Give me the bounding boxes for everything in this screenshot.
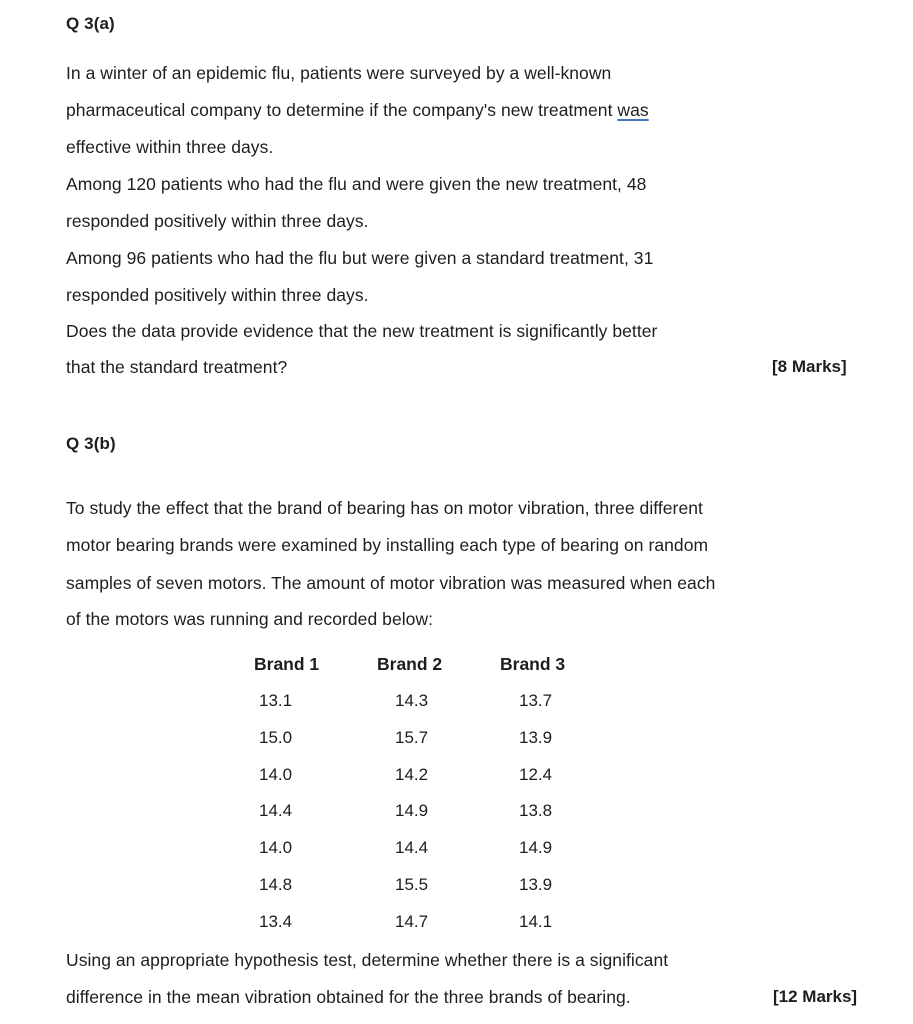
- q3a-text-line: [66, 100, 649, 121]
- q3a-text-line: Does the data provide evidence that the new treatment is significantly better: [66, 321, 658, 341]
- table-header-brand-3: Brand 3: [500, 654, 566, 674]
- table-row: [250, 801, 590, 831]
- table-row: [250, 691, 590, 721]
- q3a-text-line: In a winter of an epidemic flu, patients were surveyed by a well-known: [66, 63, 612, 83]
- table-cell: 14.0: [259, 838, 293, 857]
- table-cell: 14.8: [259, 875, 293, 894]
- q3b-closing-line: Using an appropriate hypothesis test, determine whether there is a significant: [66, 950, 669, 970]
- table-row: [250, 728, 590, 758]
- table-row: [250, 875, 590, 905]
- table-row: [250, 912, 590, 942]
- spellcheck-flagged-word: was: [617, 100, 649, 120]
- table-cell: 14.4: [395, 838, 429, 857]
- table-cell: 14.7: [395, 912, 429, 931]
- question-3a-heading: Q 3(a): [66, 14, 115, 33]
- table-row: [250, 838, 590, 868]
- table-cell: 13.9: [519, 728, 553, 747]
- table-cell: 14.9: [395, 801, 429, 820]
- table-cell: 15.5: [395, 875, 429, 894]
- table-cell: 15.0: [259, 728, 293, 747]
- table-cell: 14.4: [259, 801, 293, 820]
- table-row: [250, 765, 590, 795]
- table-header-row: [250, 654, 590, 684]
- q3a-marks-label: [8 Marks]: [772, 357, 847, 376]
- q3b-intro-line: samples of seven motors. The amount of motor vibration was measured when each: [66, 573, 716, 593]
- table-cell: 13.9: [519, 875, 553, 894]
- q3a-text-line: effective within three days.: [66, 137, 274, 157]
- table-cell: 13.1: [259, 691, 293, 710]
- q3b-marks-label: [12 Marks]: [773, 987, 858, 1006]
- q3a-text-line: Among 120 patients who had the flu and were given the new treatment, 48: [66, 174, 647, 194]
- table-header-brand-2: Brand 2: [377, 654, 443, 674]
- q3b-intro-line: To study the effect that the brand of bearing has on motor vibration, three different: [66, 498, 703, 518]
- table-cell: 12.4: [519, 765, 553, 784]
- table-cell: 14.2: [395, 765, 429, 784]
- table-cell: 13.8: [519, 801, 553, 820]
- q3a-text-line: responded positively within three days.: [66, 285, 369, 305]
- table-header-brand-1: Brand 1: [254, 654, 320, 674]
- q3a-text-line: Among 96 patients who had the flu but were given a standard treatment, 31: [66, 248, 654, 268]
- table-cell: 14.9: [519, 838, 553, 857]
- q3a-text-line: that the standard treatment?: [66, 357, 288, 377]
- q3a-text-segment: pharmaceutical company to determine if the company's new treatment: [66, 100, 613, 120]
- q3b-closing-line: difference in the mean vibration obtained for the three brands of bearing.: [66, 987, 631, 1007]
- table-cell: 14.1: [519, 912, 553, 931]
- q3a-text-line: responded positively within three days.: [66, 211, 369, 231]
- q3b-intro-line: of the motors was running and recorded below:: [66, 609, 434, 629]
- question-3b-heading: Q 3(b): [66, 434, 116, 453]
- q3b-intro-line: motor bearing brands were examined by installing each type of bearing on random: [66, 535, 709, 555]
- table-cell: 15.7: [395, 728, 429, 747]
- table-cell: 14.3: [395, 691, 429, 710]
- table-cell: 13.7: [519, 691, 553, 710]
- table-cell: 14.0: [259, 765, 293, 784]
- table-cell: 13.4: [259, 912, 293, 931]
